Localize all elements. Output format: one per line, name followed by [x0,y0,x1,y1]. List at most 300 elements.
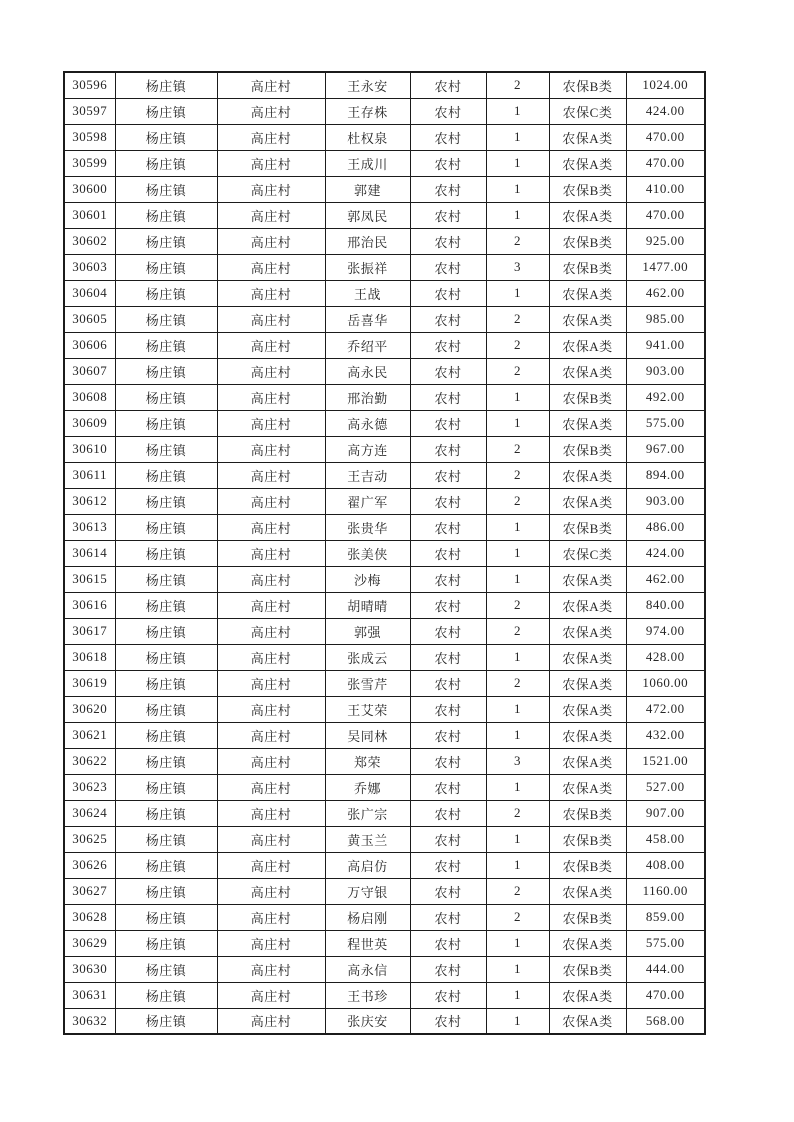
cell-person-name: 郑荣 [325,748,410,774]
cell-amount: 444.00 [626,956,705,982]
table-row [64,124,705,150]
table-row [64,774,705,800]
cell-insurance-category: 农保B类 [549,826,626,852]
cell-residence-type: 农村 [410,280,486,306]
cell-person-count: 2 [486,800,549,826]
cell-insurance-category: 农保A类 [549,202,626,228]
table-row [64,488,705,514]
cell-town: 杨庄镇 [115,358,217,384]
cell-person-count: 2 [486,228,549,254]
cell-insurance-category: 农保A类 [549,618,626,644]
cell-town: 杨庄镇 [115,98,217,124]
table-row [64,254,705,280]
cell-village: 高庄村 [217,150,325,176]
cell-record-id: 30597 [64,98,115,124]
cell-insurance-category: 农保B类 [549,228,626,254]
cell-person-count: 1 [486,566,549,592]
cell-record-id: 30601 [64,202,115,228]
cell-person-name: 翟广军 [325,488,410,514]
cell-residence-type: 农村 [410,930,486,956]
cell-residence-type: 农村 [410,852,486,878]
cell-insurance-category: 农保B类 [549,800,626,826]
cell-record-id: 30620 [64,696,115,722]
cell-person-count: 2 [486,72,549,98]
cell-town: 杨庄镇 [115,306,217,332]
cell-insurance-category: 农保B类 [549,904,626,930]
cell-insurance-category: 农保A类 [549,774,626,800]
cell-town: 杨庄镇 [115,384,217,410]
cell-town: 杨庄镇 [115,514,217,540]
records-table-body [64,72,705,1034]
cell-person-name: 乔绍平 [325,332,410,358]
cell-person-count: 2 [486,306,549,332]
cell-record-id: 30631 [64,982,115,1008]
cell-village: 高庄村 [217,358,325,384]
cell-record-id: 30613 [64,514,115,540]
table-row [64,722,705,748]
cell-town: 杨庄镇 [115,202,217,228]
cell-insurance-category: 农保A类 [549,566,626,592]
cell-residence-type: 农村 [410,722,486,748]
table-row [64,644,705,670]
cell-residence-type: 农村 [410,514,486,540]
cell-person-name: 邢治勤 [325,384,410,410]
cell-village: 高庄村 [217,878,325,904]
cell-town: 杨庄镇 [115,696,217,722]
cell-person-name: 程世英 [325,930,410,956]
cell-town: 杨庄镇 [115,904,217,930]
cell-town: 杨庄镇 [115,670,217,696]
cell-person-name: 王吉动 [325,462,410,488]
cell-residence-type: 农村 [410,332,486,358]
cell-person-name: 王艾荣 [325,696,410,722]
cell-record-id: 30619 [64,670,115,696]
cell-town: 杨庄镇 [115,722,217,748]
cell-record-id: 30626 [64,852,115,878]
cell-record-id: 30616 [64,592,115,618]
cell-residence-type: 农村 [410,462,486,488]
cell-village: 高庄村 [217,800,325,826]
cell-person-count: 1 [486,852,549,878]
cell-residence-type: 农村 [410,670,486,696]
cell-record-id: 30621 [64,722,115,748]
cell-insurance-category: 农保A类 [549,410,626,436]
cell-town: 杨庄镇 [115,488,217,514]
cell-person-name: 张广宗 [325,800,410,826]
cell-amount: 492.00 [626,384,705,410]
cell-amount: 894.00 [626,462,705,488]
cell-town: 杨庄镇 [115,436,217,462]
table-row [64,748,705,774]
cell-person-count: 2 [486,670,549,696]
cell-person-count: 1 [486,644,549,670]
cell-residence-type: 农村 [410,436,486,462]
cell-record-id: 30607 [64,358,115,384]
cell-person-name: 王存株 [325,98,410,124]
cell-insurance-category: 农保B类 [549,384,626,410]
cell-insurance-category: 农保A类 [549,748,626,774]
cell-town: 杨庄镇 [115,852,217,878]
cell-residence-type: 农村 [410,72,486,98]
cell-insurance-category: 农保B类 [549,514,626,540]
cell-residence-type: 农村 [410,878,486,904]
cell-record-id: 30606 [64,332,115,358]
cell-town: 杨庄镇 [115,592,217,618]
cell-town: 杨庄镇 [115,1008,217,1034]
table-row [64,228,705,254]
cell-amount: 432.00 [626,722,705,748]
cell-town: 杨庄镇 [115,878,217,904]
cell-amount: 859.00 [626,904,705,930]
cell-town: 杨庄镇 [115,462,217,488]
cell-person-name: 张振祥 [325,254,410,280]
cell-village: 高庄村 [217,904,325,930]
cell-village: 高庄村 [217,722,325,748]
cell-amount: 472.00 [626,696,705,722]
cell-person-name: 邢治民 [325,228,410,254]
cell-amount: 462.00 [626,280,705,306]
cell-village: 高庄村 [217,670,325,696]
cell-record-id: 30602 [64,228,115,254]
cell-person-count: 2 [486,592,549,618]
cell-person-name: 高永信 [325,956,410,982]
cell-insurance-category: 农保A类 [549,696,626,722]
cell-amount: 424.00 [626,98,705,124]
cell-person-name: 张雪芹 [325,670,410,696]
cell-town: 杨庄镇 [115,800,217,826]
cell-village: 高庄村 [217,462,325,488]
cell-person-count: 1 [486,956,549,982]
cell-village: 高庄村 [217,124,325,150]
cell-amount: 903.00 [626,488,705,514]
cell-amount: 1160.00 [626,878,705,904]
cell-insurance-category: 农保A类 [549,332,626,358]
cell-record-id: 30604 [64,280,115,306]
table-row [64,566,705,592]
cell-village: 高庄村 [217,228,325,254]
cell-insurance-category: 农保A类 [549,488,626,514]
cell-record-id: 30610 [64,436,115,462]
cell-village: 高庄村 [217,748,325,774]
cell-village: 高庄村 [217,254,325,280]
cell-amount: 470.00 [626,202,705,228]
cell-village: 高庄村 [217,332,325,358]
table-row [64,332,705,358]
cell-person-count: 1 [486,774,549,800]
cell-residence-type: 农村 [410,254,486,280]
cell-person-count: 1 [486,540,549,566]
cell-record-id: 30625 [64,826,115,852]
cell-amount: 903.00 [626,358,705,384]
cell-village: 高庄村 [217,592,325,618]
table-row [64,800,705,826]
cell-person-count: 1 [486,930,549,956]
cell-amount: 1477.00 [626,254,705,280]
cell-record-id: 30600 [64,176,115,202]
cell-amount: 1024.00 [626,72,705,98]
cell-residence-type: 农村 [410,566,486,592]
cell-person-name: 万守银 [325,878,410,904]
cell-person-count: 3 [486,748,549,774]
cell-village: 高庄村 [217,202,325,228]
cell-amount: 1521.00 [626,748,705,774]
cell-residence-type: 农村 [410,774,486,800]
cell-town: 杨庄镇 [115,124,217,150]
cell-amount: 575.00 [626,410,705,436]
cell-amount: 470.00 [626,150,705,176]
table-row [64,904,705,930]
cell-town: 杨庄镇 [115,930,217,956]
cell-village: 高庄村 [217,540,325,566]
cell-amount: 527.00 [626,774,705,800]
table-row [64,540,705,566]
cell-person-count: 1 [486,982,549,1008]
cell-person-name: 王书珍 [325,982,410,1008]
cell-insurance-category: 农保A类 [549,306,626,332]
cell-person-name: 张美侠 [325,540,410,566]
cell-person-name: 张贵华 [325,514,410,540]
cell-person-count: 1 [486,150,549,176]
cell-person-name: 郭强 [325,618,410,644]
cell-person-name: 沙梅 [325,566,410,592]
cell-record-id: 30624 [64,800,115,826]
table-row [64,826,705,852]
cell-person-name: 王永安 [325,72,410,98]
cell-town: 杨庄镇 [115,72,217,98]
cell-person-count: 1 [486,280,549,306]
cell-insurance-category: 农保C类 [549,98,626,124]
table-row [64,670,705,696]
cell-residence-type: 农村 [410,306,486,332]
cell-person-count: 1 [486,514,549,540]
cell-residence-type: 农村 [410,618,486,644]
cell-person-count: 2 [486,332,549,358]
cell-person-count: 3 [486,254,549,280]
cell-village: 高庄村 [217,72,325,98]
cell-record-id: 30612 [64,488,115,514]
cell-residence-type: 农村 [410,956,486,982]
cell-residence-type: 农村 [410,540,486,566]
cell-town: 杨庄镇 [115,956,217,982]
cell-village: 高庄村 [217,384,325,410]
cell-person-name: 乔娜 [325,774,410,800]
cell-residence-type: 农村 [410,410,486,436]
table-row [64,514,705,540]
cell-record-id: 30618 [64,644,115,670]
cell-amount: 840.00 [626,592,705,618]
cell-town: 杨庄镇 [115,826,217,852]
cell-person-name: 王成川 [325,150,410,176]
cell-insurance-category: 农保A类 [549,150,626,176]
cell-village: 高庄村 [217,410,325,436]
cell-insurance-category: 农保A类 [549,124,626,150]
cell-residence-type: 农村 [410,826,486,852]
cell-residence-type: 农村 [410,644,486,670]
cell-amount: 907.00 [626,800,705,826]
cell-person-name: 高方连 [325,436,410,462]
cell-record-id: 30609 [64,410,115,436]
cell-record-id: 30614 [64,540,115,566]
cell-village: 高庄村 [217,514,325,540]
cell-person-name: 郭凤民 [325,202,410,228]
cell-person-name: 王战 [325,280,410,306]
cell-person-count: 1 [486,826,549,852]
cell-person-count: 1 [486,176,549,202]
table-row [64,176,705,202]
cell-person-count: 1 [486,722,549,748]
cell-village: 高庄村 [217,98,325,124]
cell-person-count: 2 [486,904,549,930]
cell-village: 高庄村 [217,1008,325,1034]
cell-village: 高庄村 [217,176,325,202]
table-row [64,878,705,904]
cell-town: 杨庄镇 [115,748,217,774]
cell-village: 高庄村 [217,306,325,332]
cell-amount: 486.00 [626,514,705,540]
cell-residence-type: 农村 [410,800,486,826]
cell-insurance-category: 农保A类 [549,358,626,384]
cell-residence-type: 农村 [410,150,486,176]
table-row [64,592,705,618]
cell-village: 高庄村 [217,488,325,514]
cell-residence-type: 农村 [410,696,486,722]
cell-record-id: 30622 [64,748,115,774]
cell-insurance-category: 农保A类 [549,930,626,956]
cell-person-name: 张成云 [325,644,410,670]
cell-record-id: 30605 [64,306,115,332]
cell-village: 高庄村 [217,826,325,852]
cell-person-count: 1 [486,410,549,436]
cell-amount: 941.00 [626,332,705,358]
table-row [64,202,705,228]
cell-insurance-category: 农保A类 [549,592,626,618]
cell-record-id: 30630 [64,956,115,982]
cell-person-count: 2 [486,436,549,462]
table-row [64,410,705,436]
table-row [64,1008,705,1034]
cell-village: 高庄村 [217,566,325,592]
cell-town: 杨庄镇 [115,618,217,644]
table-row [64,306,705,332]
cell-person-name: 高永民 [325,358,410,384]
cell-record-id: 30598 [64,124,115,150]
cell-insurance-category: 农保B类 [549,852,626,878]
cell-insurance-category: 农保B类 [549,956,626,982]
cell-residence-type: 农村 [410,124,486,150]
cell-town: 杨庄镇 [115,410,217,436]
cell-residence-type: 农村 [410,228,486,254]
cell-town: 杨庄镇 [115,280,217,306]
cell-record-id: 30627 [64,878,115,904]
table-row [64,436,705,462]
cell-town: 杨庄镇 [115,332,217,358]
cell-village: 高庄村 [217,774,325,800]
cell-insurance-category: 农保A类 [549,644,626,670]
cell-record-id: 30599 [64,150,115,176]
cell-residence-type: 农村 [410,488,486,514]
cell-town: 杨庄镇 [115,228,217,254]
cell-village: 高庄村 [217,982,325,1008]
cell-person-name: 杜权泉 [325,124,410,150]
table-row [64,696,705,722]
table-row [64,384,705,410]
cell-insurance-category: 农保A类 [549,982,626,1008]
cell-insurance-category: 农保A类 [549,280,626,306]
cell-amount: 568.00 [626,1008,705,1034]
cell-person-count: 1 [486,1008,549,1034]
cell-residence-type: 农村 [410,176,486,202]
cell-record-id: 30629 [64,930,115,956]
cell-village: 高庄村 [217,436,325,462]
cell-person-name: 郭建 [325,176,410,202]
table-row [64,462,705,488]
table-row [64,72,705,98]
cell-town: 杨庄镇 [115,540,217,566]
cell-person-name: 胡晴晴 [325,592,410,618]
cell-insurance-category: 农保B类 [549,436,626,462]
cell-town: 杨庄镇 [115,644,217,670]
table-row [64,150,705,176]
cell-person-name: 岳喜华 [325,306,410,332]
cell-amount: 408.00 [626,852,705,878]
cell-record-id: 30596 [64,72,115,98]
cell-record-id: 30632 [64,1008,115,1034]
cell-insurance-category: 农保B类 [549,254,626,280]
cell-residence-type: 农村 [410,202,486,228]
insurance-records-table [63,71,706,1035]
cell-insurance-category: 农保A类 [549,462,626,488]
cell-record-id: 30611 [64,462,115,488]
table-row [64,982,705,1008]
table-row [64,358,705,384]
cell-amount: 974.00 [626,618,705,644]
cell-insurance-category: 农保A类 [549,670,626,696]
table-row [64,618,705,644]
cell-insurance-category: 农保A类 [549,878,626,904]
cell-person-count: 1 [486,696,549,722]
cell-person-name: 高永德 [325,410,410,436]
cell-town: 杨庄镇 [115,566,217,592]
cell-amount: 470.00 [626,982,705,1008]
cell-village: 高庄村 [217,280,325,306]
cell-person-count: 1 [486,98,549,124]
cell-person-count: 2 [486,462,549,488]
cell-record-id: 30615 [64,566,115,592]
cell-amount: 575.00 [626,930,705,956]
cell-village: 高庄村 [217,696,325,722]
cell-village: 高庄村 [217,956,325,982]
cell-amount: 462.00 [626,566,705,592]
cell-amount: 967.00 [626,436,705,462]
cell-record-id: 30623 [64,774,115,800]
cell-amount: 925.00 [626,228,705,254]
cell-amount: 470.00 [626,124,705,150]
cell-amount: 410.00 [626,176,705,202]
cell-insurance-category: 农保B类 [549,176,626,202]
cell-residence-type: 农村 [410,904,486,930]
cell-record-id: 30608 [64,384,115,410]
cell-amount: 985.00 [626,306,705,332]
cell-person-count: 2 [486,878,549,904]
cell-insurance-category: 农保A类 [549,722,626,748]
cell-amount: 1060.00 [626,670,705,696]
cell-village: 高庄村 [217,930,325,956]
cell-village: 高庄村 [217,618,325,644]
cell-residence-type: 农村 [410,1008,486,1034]
cell-person-count: 2 [486,358,549,384]
cell-person-name: 张庆安 [325,1008,410,1034]
cell-amount: 428.00 [626,644,705,670]
